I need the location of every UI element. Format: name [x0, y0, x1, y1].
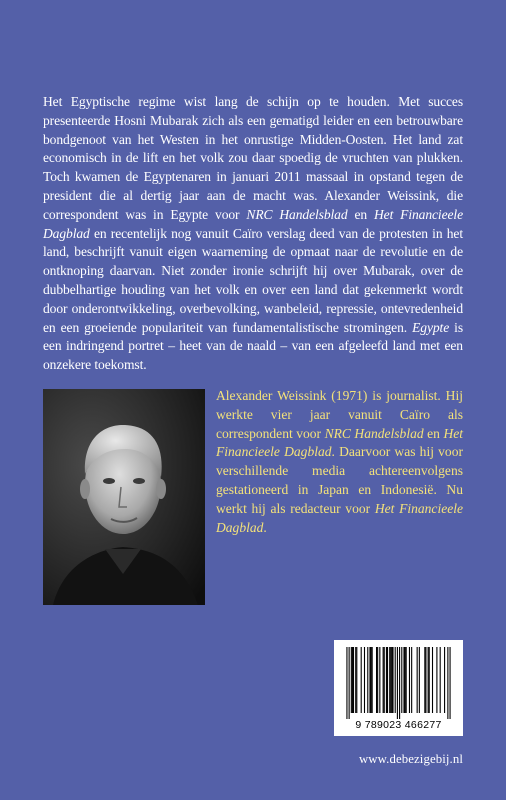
author-bio — [216, 387, 463, 537]
barcode-bar — [383, 647, 384, 713]
bio-text-3: . — [263, 519, 267, 535]
blurb-text-1: Het Egyptische regime wist lang de schijn op te houden. Met succes presenteerde Hosni Mubarak zich als een gematigd leider en een betrouwbare bondgenoot van het Westen in het onrustige Midden-Oosten. Het land zat economisch in de lift en het volk zou daar spoedig de vruchten van plukken. Toch kwamen de Egyptenaren in januari 2011 massaal in opstand tegen de president die al dertig jaar aan de macht was. Alexander Weissink, die correspondent was in Egypte voor — [43, 94, 463, 222]
bio-text-2: . Daarvoor was hij voor verschillende media achtereenvolgens gestationeerd in Japan en Indonesië. Nu werkt hij als redacteur voor — [216, 444, 463, 516]
barcode-bar — [372, 647, 373, 713]
barcode-bar — [405, 647, 406, 713]
blurb-and: en — [347, 206, 374, 222]
barcode-bar — [377, 647, 378, 713]
barcode-bar — [390, 647, 391, 713]
barcode-bar — [369, 647, 370, 713]
barcode-bar — [361, 647, 362, 713]
barcode-bar — [403, 647, 404, 713]
barcode-bar — [364, 647, 365, 713]
blurb-text-2: en recentelijk nog vanuit Caïro verslag deed van de protesten in het land, beschrijft vanuit eigen waarneming de opmaat naar de revolutie en de ontknoping daarvan. Niet zonder ironie schrijft hij over Mubarak, over de dubbelhartige houding van het volk en over een land dat gekenmerkt wordt door onderontwikkeling, overbevolking, wanbeleid, repressie, ontevredenheid en een groeiende populariteit van fundamentalistische stromingen. — [43, 225, 463, 335]
barcode-bars — [342, 647, 455, 719]
barcode-bar — [395, 647, 396, 713]
barcode-bar — [424, 647, 425, 713]
bio-fd-title: Het Financieele Dagblad — [216, 425, 463, 460]
barcode-bar — [436, 647, 437, 713]
barcode-bar — [428, 647, 429, 713]
publisher-website: www.debezigebij.nl — [358, 752, 463, 766]
barcode-bar — [401, 647, 402, 713]
bio-fd-title-2: Het Financieele Dagblad — [216, 500, 464, 535]
author-photo — [43, 389, 205, 605]
bio-nrc-title: NRC Handelsblad — [324, 425, 424, 441]
barcode-bar — [355, 647, 356, 713]
barcode-bar — [349, 647, 350, 719]
barcode-bar — [399, 647, 400, 719]
bio-and: en — [423, 425, 444, 441]
barcode-bar — [411, 647, 412, 713]
blurb-nrc-title: NRC Handelsblad — [246, 206, 348, 222]
barcode-bar — [353, 647, 354, 713]
barcode-bar — [425, 647, 426, 713]
barcode-bar — [391, 647, 392, 713]
barcode-bar — [356, 647, 357, 713]
barcode-bar — [387, 647, 388, 713]
barcode-bar — [371, 647, 372, 713]
isbn-barcode — [334, 640, 463, 736]
barcode-bar — [367, 647, 368, 713]
barcode-bar — [351, 647, 352, 713]
back-cover-blurb — [43, 93, 463, 375]
barcode-bar — [384, 647, 385, 713]
blurb-text-3: is een indringend portret – heet van de naald – van een afgeleefd land met een onzekere toekomst. — [43, 319, 464, 373]
barcode-bar — [429, 647, 430, 713]
barcode-bar — [432, 647, 433, 713]
barcode-bar — [419, 647, 420, 713]
barcode-bar — [386, 647, 387, 713]
barcode-bar — [346, 647, 347, 719]
barcode-bar — [440, 647, 441, 713]
barcode-bar — [352, 647, 353, 713]
isbn-number: 9 789023 466277 — [355, 719, 442, 731]
barcode-bar — [417, 647, 418, 713]
barcode-bar — [447, 647, 448, 719]
barcode-bar — [392, 647, 393, 713]
barcode-bar — [406, 647, 407, 713]
barcode-bar — [376, 647, 377, 713]
barcode-bar — [379, 647, 380, 713]
barcode-bar — [450, 647, 451, 719]
barcode-bar — [444, 647, 445, 713]
blurb-book-title: Egypte — [412, 319, 450, 335]
barcode-bar — [409, 647, 410, 713]
blurb-fd-title: Het Financieele Dagblad — [43, 206, 463, 241]
bio-text-1: Alexander Weissink (1971) is journalist. Hij werkte vier jaar vanuit Caïro als correspondent voor — [216, 388, 463, 441]
barcode-bar — [397, 647, 398, 719]
barcode-bar — [389, 647, 390, 713]
